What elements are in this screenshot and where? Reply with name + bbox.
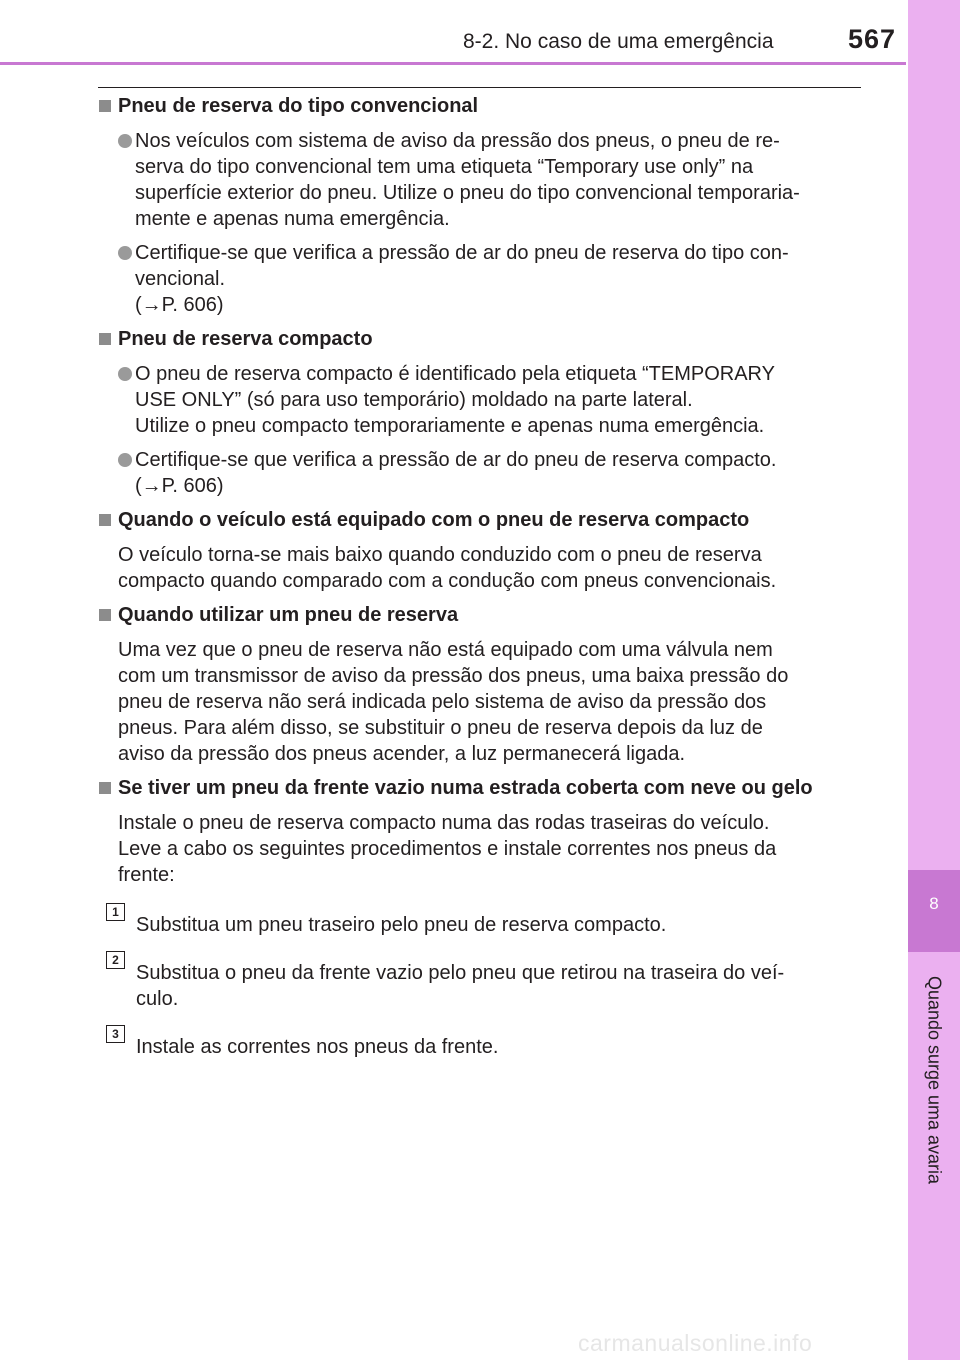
bullet-dot-icon [118, 246, 132, 260]
text-line: superfície exterior do pneu. Utilize o pneu do tipo convencional temporaria- [135, 182, 800, 204]
text-line: pneus. Para além disso, se substituir o pneu de reserva depois da luz de [118, 717, 763, 739]
paragraph [98, 810, 860, 888]
heading-text: Se tiver um pneu da frente vazio numa estrada coberta com neve ou gelo [118, 777, 813, 799]
text-line: O pneu de reserva compacto é identificado pela etiqueta “TEMPORARY [135, 363, 775, 385]
paragraph [98, 637, 860, 767]
text-line: Utilize o pneu compacto temporariamente e apenas numa emergência. [135, 415, 765, 437]
step-item [98, 905, 860, 938]
heading-square-icon [99, 100, 111, 112]
chapter-number: 8 [929, 894, 939, 913]
text-line: Substitua o pneu da frente vazio pelo pneu que retirou na traseira do veí- [136, 962, 785, 984]
paragraph [98, 542, 860, 594]
heading-square-icon [99, 514, 111, 526]
text-line: Leve a cabo os seguintes procedimentos e instale correntes nos pneus da [118, 838, 777, 860]
step-number-badge: 3 [106, 1025, 125, 1043]
text-line: aviso da pressão dos pneus acender, a luz permanecerá ligada. [118, 743, 686, 765]
heading-conventional-spare [98, 93, 860, 119]
heading-compact-equipped [98, 507, 860, 533]
bullet-item [98, 447, 860, 499]
bullet-item [98, 240, 860, 318]
text-line: Uma vez que o pneu de reserva não está equipado com uma válvula nem [118, 639, 773, 661]
heading-text: Pneu de reserva do tipo convencional [118, 95, 479, 117]
text-line: vencional. [135, 268, 226, 290]
heading-text: Quando utilizar um pneu de reserva [118, 604, 459, 626]
text-line: frente: [118, 864, 175, 886]
bullet-item [98, 128, 860, 232]
page-reference: (→P. 606) [135, 294, 224, 316]
text-line: pneu de reserva não será indicada pelo sistema de aviso da pressão dos [118, 691, 767, 713]
heading-text: Quando o veículo está equipado com o pneu de reserva compacto [118, 509, 750, 531]
text-line: mente e apenas numa emergência. [135, 208, 450, 230]
bullet-dot-icon [118, 367, 132, 381]
text-line: Substitua um pneu traseiro pelo pneu de reserva compacto. [136, 914, 667, 936]
step-number-badge: 2 [106, 951, 125, 969]
page-reference: (→P. 606) [135, 475, 224, 497]
content-top-rule [98, 87, 861, 88]
heading-text: Pneu de reserva compacto [118, 328, 373, 350]
text-line: com um transmissor de aviso da pressão dos pneus, uma baixa pressão do [118, 665, 789, 687]
page-number: 567 [848, 24, 897, 54]
text-line: Instale as correntes nos pneus da frente. [136, 1036, 499, 1058]
bullet-dot-icon [118, 134, 132, 148]
heading-using-spare [98, 602, 860, 628]
bullet-item [98, 361, 860, 439]
chapter-title: Quando surge uma avaria [924, 975, 945, 1185]
header-rule [0, 62, 906, 65]
heading-square-icon [99, 333, 111, 345]
text-line: compacto quando comparado com a condução com pneus convencionais. [118, 570, 777, 592]
text-line: Instale o pneu de reserva compacto numa das rodas traseiras do veículo. [118, 812, 770, 834]
text-line: serva do tipo convencional tem uma etiqueta “Temporary use only” na [135, 156, 754, 178]
heading-flat-front-tire [98, 775, 860, 801]
heading-compact-spare [98, 326, 860, 352]
section-title: 8-2. No caso de uma emergência [463, 30, 774, 53]
page-content [98, 93, 860, 1069]
text-line: O veículo torna-se mais baixo quando conduzido com o pneu de reserva [118, 544, 762, 566]
heading-square-icon [99, 782, 111, 794]
text-line: Nos veículos com sistema de aviso da pressão dos pneus, o pneu de re- [135, 130, 780, 152]
text-line: Certifique-se que verifica a pressão de ar do pneu de reserva do tipo con- [135, 242, 789, 264]
text-line: USE ONLY” (só para uso temporário) moldado na parte lateral. [135, 389, 693, 411]
heading-square-icon [99, 609, 111, 621]
step-item [98, 953, 860, 1012]
text-line: culo. [136, 988, 179, 1010]
bullet-dot-icon [118, 453, 132, 467]
step-number-badge: 1 [106, 903, 125, 921]
watermark: carmanualsonline.info [578, 1330, 813, 1356]
text-line: Certifique-se que verifica a pressão de ar do pneu de reserva compacto. [135, 449, 777, 471]
step-item [98, 1027, 860, 1060]
